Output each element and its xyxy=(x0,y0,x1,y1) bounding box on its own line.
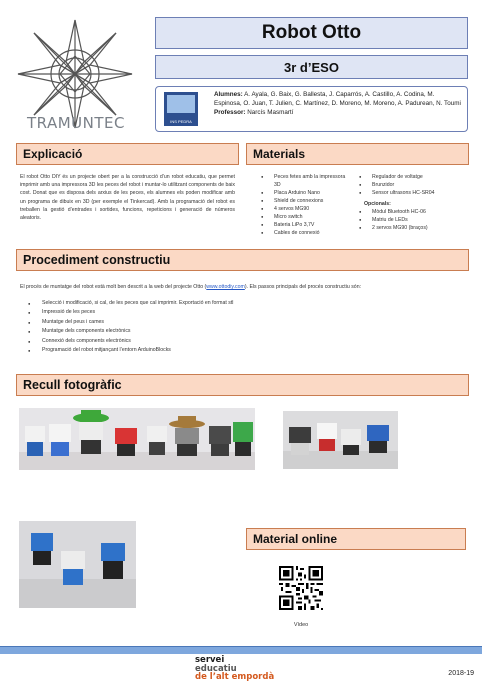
materials-heading: Materials xyxy=(246,143,469,165)
material-item: ● Micro switch xyxy=(260,213,352,221)
tramuntec-logo-text: TRAMUNTEC xyxy=(27,114,125,132)
material-item: ● Bateria LiPo 3,7V xyxy=(260,221,352,229)
procediment-step: ● Impressió de les peces xyxy=(28,308,233,317)
school-year: 2018-19 xyxy=(448,670,474,677)
footer-logo-line3: de l’alt empordà xyxy=(195,672,275,682)
servei-educatiu-logo xyxy=(195,656,285,682)
procediment-intro-after: ). Els passos principals del procés constructiu són: xyxy=(244,284,362,290)
school-logo-label: INS PEDRA xyxy=(170,119,192,124)
procediment-step: ● Muntatge dels components electrònics xyxy=(28,327,233,336)
material-item: ● Sensor ultrasons HC-SR04 xyxy=(358,189,468,197)
explicacio-heading: Explicació xyxy=(16,143,239,165)
material-online-heading: Material online xyxy=(246,528,466,550)
material-item: ● 4 servos MG90 xyxy=(260,205,352,213)
robots-photo-three xyxy=(19,521,136,608)
poster-subtitle: 3r d’ESO xyxy=(155,55,468,79)
teacher-label: Professor: xyxy=(214,109,246,116)
procediment-step: ● Programació del robot mitjançant l’entorn ArduinoBlocks xyxy=(28,346,233,355)
credits-text xyxy=(214,90,462,117)
material-item: ● Regulador de voltatge xyxy=(358,173,468,181)
procediment-step: ● Muntatge del peus i cames xyxy=(28,318,233,327)
authors-list: A. Ayala, G. Baix, G. Ballesta, J. Caparrós, A. Castillo, A. Codina, M. Espinosa, O. Juan, T. Julien, C. Martínez, D. Moreno, M. Moreno, A. Padurean, N. Toumi xyxy=(214,91,461,107)
procediment-intro xyxy=(20,284,465,290)
optional-item: ● 2 servos MG90 (braços) xyxy=(358,224,468,232)
recull-heading: Recull fotogràfic xyxy=(16,374,469,396)
material-item: ● Cables de connexió xyxy=(260,229,352,237)
credits-box xyxy=(155,86,468,132)
materials-col2 xyxy=(358,173,468,232)
teacher-name: Narcís Masmartí xyxy=(247,109,294,116)
procediment-step: ● Connexió dels components electrònics xyxy=(28,337,233,346)
material-item: ● Peces fetes amb la impressora 3D xyxy=(260,173,352,189)
material-item: ● Brunzidor xyxy=(358,181,468,189)
footer-band xyxy=(0,646,482,654)
ottodiy-link[interactable]: www.ottodiy.com xyxy=(206,284,245,290)
footer-logo-line2: educatiu xyxy=(195,663,237,674)
robots-group-photo xyxy=(19,408,255,470)
procediment-steps xyxy=(28,299,233,355)
school-logo xyxy=(164,92,198,126)
procediment-step: ● Selecció i modificació, si cal, de les peces que cal imprimir. Exportació en format stl xyxy=(28,299,233,308)
materials-col1 xyxy=(260,173,352,237)
robots-photo-two xyxy=(283,411,398,469)
material-item: ● Placa Arduino Nano xyxy=(260,189,352,197)
material-item: ● Shield de connexions xyxy=(260,197,352,205)
optional-item: ● Matriu de LEDs xyxy=(358,216,468,224)
procediment-heading: Procediment constructiu xyxy=(16,249,469,271)
authors-label: Alumnes: xyxy=(214,91,243,98)
procediment-intro-before: El procés de muntatge del robot està molt ben descrit a la web del projecte Otto ( xyxy=(20,284,207,290)
poster-title: Robot Otto xyxy=(155,17,468,49)
footer-logo-line1: servei xyxy=(195,655,225,665)
qr-label: Vídeo xyxy=(293,622,309,628)
optional-item: ● Mòdul Bluetooth HC-06 xyxy=(358,208,468,216)
explicacio-text: El robot Otto DIY és un projecte obert per a la construcció d’un robot educatiu, que permet imprimir amb una impressora 3D les peces del robot i muntar-lo utilitzant components de baix cost. Donat que es disposa dels arxius de les peces, els alumnes els poden modificar amb un programa de dibuix en 3D (per exemple el Tinkercad). Amb la programació del robot es treballen la gestió d’entrades i sortides, funcions, repeticions i generació de números aleatoris. xyxy=(20,174,235,222)
materials-optional-label: Opcionals: xyxy=(364,201,391,207)
video-qr-code[interactable] xyxy=(279,566,323,610)
